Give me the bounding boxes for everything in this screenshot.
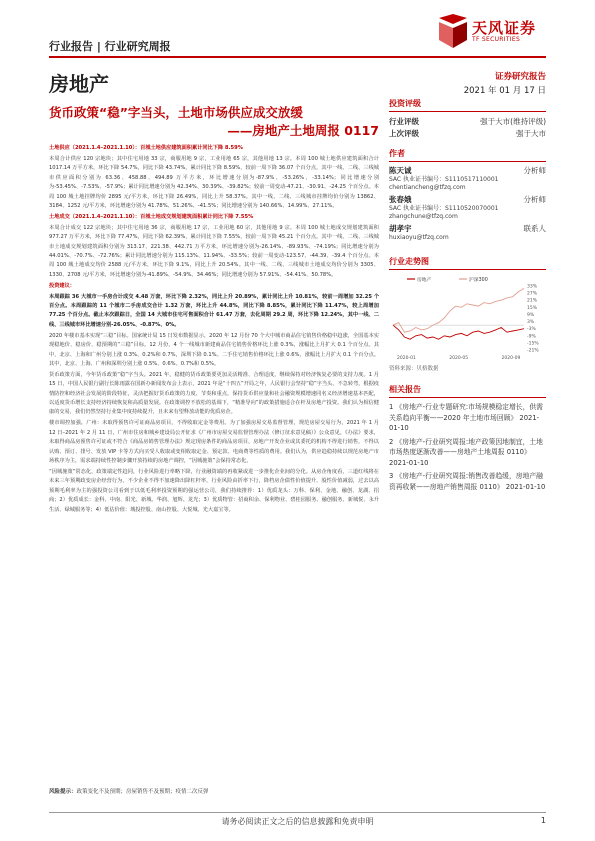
author-role: 分析师 xyxy=(523,166,546,175)
y-tick-label: -9% xyxy=(527,334,536,340)
section-heading: 土地成交（2021.1.4–2021.1.10）：百城土地成交规划建筑面积累计同比下降 7.55% xyxy=(49,213,254,220)
paragraph: 本周跟踪 36 大城市一手房合计成交 4.48 万套，环比下降 2.32%，同比上升 20.89%，累计同比上升 10.81%，较前一周增加 32.25 个百分点。本周跟踪的 11 个城市二手房成交合计 1.32 万套，环比上升 44.8%，同比下降 8.85%，累计同比下降 11.47%，较上周增加 77.25 个百分点。截止本次跟踪日，全国 14 大城市住宅可售面积合计 61.47 万套，去化周期 29.2 周，环比下降 12.24%，其中一线、二线、三线城市环比增速分别-26.05%、-0.87%、0%。 xyxy=(49,293,379,328)
y-tick-label: -21% xyxy=(527,348,539,354)
brand-name-en: TF SECURITIES xyxy=(472,36,521,43)
series-line xyxy=(393,325,524,339)
related-heading: 相关报告 xyxy=(389,384,546,398)
report-type: 证券研究报告 xyxy=(494,72,546,82)
report-date: 2021 年 01 月 17 日 xyxy=(463,86,546,96)
risk-warning xyxy=(49,787,379,795)
author-name: 胡孝宇 xyxy=(389,224,412,233)
author-role: 联系人 xyxy=(523,224,546,233)
legend-label: 沪深300 xyxy=(469,277,488,283)
x-tick-label: 2020-05 xyxy=(449,356,469,361)
rating-value: 强于大市(维持评级) xyxy=(480,117,546,126)
chart-source: 资料来源：贝格数据 xyxy=(389,366,439,372)
x-tick-label: 2020-01 xyxy=(397,356,416,361)
page-number: 1 xyxy=(540,816,546,825)
title-line-1: 货币政策“稳”字当头，土地市场供应成交放缓 xyxy=(49,105,303,120)
paragraph: 货币政策方面，今年货币政策“稳”字当头。2021 年，稳健的货币政策要更加灵活精准、合理适度，继续保持对经济恢复必要的支持力度。1 月 15 日，中国人民银行副行长陈雨露在国新办新闻发布会上表示，2021 年是“十四五”开局之年，人民银行会坚持“稳”字当头、不急转弯，根据疫情防控和经济社会发展的阶段特征，灵活把握好货币政策的力度、节奏和重点，保持货币供应量和社会融资规模增速同名义经济增速基本匹配，以适度货币增长支持经济持续恢复和高质量发展。在政策调控不放松的基调下，“精准导向”的政策措施适合在杆及房地产投资。我们认为相信健康的交易，我们仍然坚持行业集中度持续提升，且未来有望释放动能的优质房企。 xyxy=(49,371,379,416)
related-report[interactable]: 3 《房地产-行业研究周报:销售改善趋缓，房地产融资再收紧——房地产销售周报 0110》 2021-01-10 xyxy=(389,472,546,491)
author-name: 张春娥 xyxy=(389,195,412,204)
y-tick-label: 27% xyxy=(527,291,538,297)
paragraph: “因城施策”常态化，政策端定性趋同，行业风险进行率略下降，行业融资端的再收紧或进一步推化企业间的分化。从房企角度看，三道红线将在未来三年预期政变房企经营行为，不少企业不得不加速降出降杠杆率，行业风险由折率下行，降档房企债性价值提升、股性价值减弱，过去以高预期毛利率为主的强投资公司看到于以低毛利率投资预期的强运营公司，我们持续推荐：1）优质龙头：万科、保利、金地、融创、龙湖、招商；2）优质成长：金科、中南、阳光、新城、华润、旭辉、龙光；3）优质物管：招商积余、保利物业、碧桂园服务、融创服务、新城悦、永升生活、绿城服务等；4）低估价值：城投控股、南山控股、大悦城、光大嘉宝等。 xyxy=(49,468,379,513)
footer-divider xyxy=(49,812,546,813)
y-tick-label: 9% xyxy=(527,312,535,318)
author-block xyxy=(389,224,546,242)
paragraph: 本周合计供应 120 宗地块；其中住宅用地 33 宗，商服用地 9 宗，工业用地 65 宗，其他用地 13 宗。本周 100 城土地供应建筑面积合计 1017.14 万平方米，环比下降 54.7%，同比下降 43.74%，累计同比下降 8.59%，较前一周下降 36.07 个百分点，其中一线、二线、三线城市供应面积分别为 63.36、458.88、494.89 万平方米，环比增速分别为-87.9%、-53.26%、-33.14%；同比增速分别为-53.45%、-7.53%、-57.9%；累计同比增速分别为 42.34%、30.39%、-39.82%；较前一周变动-47.21、-30.91、-24.25 个百分点。本周 100 城土地挂牌均价 2895 元/平方米，环比下降 26.49%，同比上升 58.37%。其中一线、二线、三线城市挂牌均价分别为 13862、3184、1252 元/平方米，环比增速分别为 41.78%、51.26%、-41.5%；同比增速分别为 140.66%、14.99%、27.11%。 xyxy=(49,155,379,209)
report-title xyxy=(49,104,379,140)
chart-svg xyxy=(389,274,546,362)
author-email[interactable]: chentiancheng@tfzq.com xyxy=(389,184,466,191)
rating-heading: 投资评级 xyxy=(389,98,546,112)
author-block xyxy=(389,195,546,221)
y-tick-label: 3% xyxy=(527,320,535,326)
author-heading: 作者 xyxy=(389,148,546,162)
author-name: 陈天诚 xyxy=(389,166,412,175)
prev-rating-value: 强于大市 xyxy=(516,129,546,138)
y-tick-label: 21% xyxy=(527,298,538,304)
x-tick-label: 2020-09 xyxy=(501,356,521,361)
chart-heading: 行业走势图 xyxy=(389,256,546,270)
paragraph: 本周合计成交 122 宗地块；其中住宅用地 36 宗，商服用地 17 宗，工业用地 60 宗，其他用地 9 宗。本周 100 城土地成交规划建筑面积 977.27 万平方米，环比下降 77.47%，同比下降 62.39%，累计同比下降 7.55%，较前一周下降 45.21 个百分点。其中一线、二线、三线城市土地成交规划建筑面积分别为 313.17、221.38、442.71 万平方米，环比增速分别为-26.14%、-89.93%、-74.19%；同比增速分别为 44.01%、-70.7%、-72.76%；累计同比增速分别为 115.13%、11.94%、-33.5%；较前一周变动-123.57、-44.39、-39.4 个百分点。本周 100 城土地成交均价 2588 元/平方米，环比下降 9.1%，同比上升 20.54%。其中一线、二线、三线城市土地成交均价分别为 3305、1330、2708 元/平方米，环比增速分别为-41.89%、-54.9%、34.46%；同比增速分别为 57.91%、-54.41%、50.78%。 xyxy=(49,224,379,278)
prev-rating-row xyxy=(389,128,546,140)
brand-name: 天风证券 xyxy=(472,19,537,37)
paragraph: 楼市调控加强。广州：未取得预售许可证商品房项目，不得收取定金等费用。为了加强房屋交易监督管理，规范房屋交易行为，2021 年 1 月 12 日–2021 年 2 月 11 日，广州市住房和城乡建设局公开征求《广州市房屋交易监督管理办法（修订征求意见稿）》公众意见。《办法》要求，未取得商品房预售许可证或不符合《商品房销售管理办法》规定现房条件的商品房项目，房地产开发企业或其委托的机构不得进行销售，不得以认购、预订、排号、发放 VIP 卡等方式向买受人收取或变相收取定金、预定款、电商费等性质的费用。我们认为，供应趋稳持续以规范房地产市场秩序为主，需求端持续性控制步骤开放持续的房地产调控，“因城施策”会保持常态化。 xyxy=(49,420,379,464)
sector-title: 房地产 xyxy=(49,72,109,96)
breadcrumb: 行业报告 | 行业研究周报 xyxy=(49,40,171,53)
section-heading: 土地供应（2021.1.4–2021.1.10）：百城土地供应建筑面积累计同比下降 8.59% xyxy=(49,145,243,151)
related-report[interactable]: 1 《房地产-行业专题研究:市场规模稳定增长，供需关系趋向平衡——2020 年土地市场回顾》 2021-01-10 xyxy=(389,403,543,432)
author-email[interactable]: huxiaoyu@tfzq.com xyxy=(389,234,449,241)
risk-text: 政策变化不及预期；房屋销售不及预期；疫情二次反弹 xyxy=(76,789,209,795)
header-divider xyxy=(49,56,546,58)
paragraph: 2020 年楼市基本实现“三稳”目标。国家统计局 15 日发布数据显示，2020 年 12 月份 70 个大中城市商品住宅销售价格稳中趋涨，全国基本实现稳地价、稳房价、稳预期的“三稳”目标。12 月份，4 个一线城市新建商品住宅销售价格环比上涨 0.3%，涨幅比上月扩大 0.1 个百分点。其中，北京、上海和广州分别上涨 0.3%、0.2%和 0.7%，深圳下降 0.1%。二手住宅销售价格环比上涨 0.6%，涨幅比上月扩大 0.1 个百分点。其中，北京、上海、广州和深圳分别上涨 0.5%、0.6%、0.7%和 0.5%。 xyxy=(49,332,379,367)
footer-disclaimer: 请务必阅读正文之后的信息披露和免责申明 xyxy=(221,817,374,826)
y-tick-label: 33% xyxy=(527,284,538,290)
brand-mark-icon xyxy=(437,14,469,48)
author-cert: SAC 执业证书编号：S1110520070001 xyxy=(389,205,499,212)
industry-trend-chart xyxy=(389,274,546,362)
author-email[interactable]: zhangchune@tfzq.com xyxy=(389,213,458,220)
y-tick-label: 15% xyxy=(527,305,538,311)
risk-label: 风险提示： xyxy=(49,789,77,795)
related-report[interactable]: 2 《房地产-行业研究周报:地产政策因地制宜，土地市场热度逐渐改善——房地产土地周报 0110》 2021-01-10 xyxy=(389,437,543,467)
author-role: 分析师 xyxy=(523,195,546,204)
rating-row xyxy=(389,116,546,128)
series-line xyxy=(393,288,524,332)
y-tick-label: -15% xyxy=(527,341,539,347)
report-body xyxy=(49,144,379,804)
brand-logo xyxy=(437,14,577,54)
legend-label: 房地产 xyxy=(417,277,432,283)
prev-rating-label: 上次评级 xyxy=(389,129,419,138)
sidebar xyxy=(389,98,546,495)
author-block xyxy=(389,166,546,192)
rating-label: 行业评级 xyxy=(389,117,419,126)
author-cert: SAC 执业证书编号：S1110517110001 xyxy=(389,176,499,183)
y-tick-label: -3% xyxy=(527,327,536,333)
title-line-2: ——房地产土地周报 0117 xyxy=(227,123,379,138)
section-heading: 投资建议： xyxy=(49,282,75,289)
